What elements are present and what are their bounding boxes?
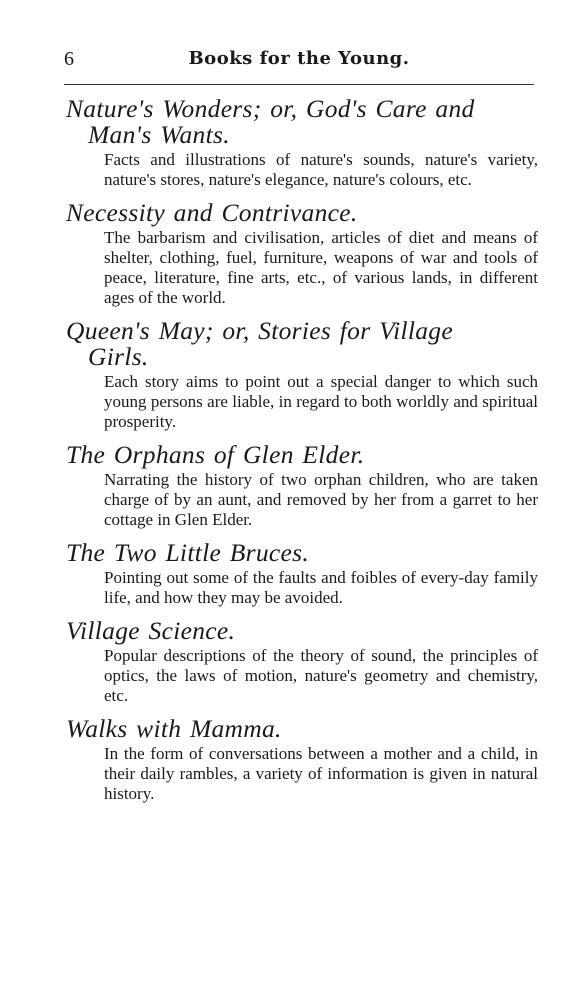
entry-description: Popular descriptions of the theory of sound, the principles of optics, the laws of motion, nature's geometry and chemistry, etc. xyxy=(104,646,538,705)
running-head xyxy=(64,48,534,78)
list-item xyxy=(62,318,540,432)
entry-title-text: The Two Little Bruces. xyxy=(66,538,310,567)
entry-description: Each story aims to point out a special danger to which such young persons are liable, in regard to both worldly and spiritual prosperity. xyxy=(104,372,538,431)
entry-title xyxy=(62,96,540,148)
book-list xyxy=(62,96,540,814)
entry-description: The barbarism and civilisation, articles of diet and means of shelter, clothing, fuel, furniture, weapons of war and tools of peace, literature, fine arts, etc., of various lands, in different ages of the world. xyxy=(104,228,538,307)
header-rule xyxy=(64,84,534,85)
entry-title-continuation: Man's Wants. xyxy=(88,120,230,149)
entry-description: Pointing out some of the faults and foibles of every-day family life, and how they may be avoided. xyxy=(104,568,538,607)
entry-title xyxy=(62,318,540,370)
entry-title xyxy=(62,618,540,644)
list-item xyxy=(62,442,540,530)
running-title: Books for the Young. xyxy=(188,48,410,69)
entry-title xyxy=(62,716,540,742)
entry-title xyxy=(62,442,540,468)
entry-title-continuation: Girls. xyxy=(88,342,149,371)
list-item xyxy=(62,96,540,190)
entry-title-text: Nature's Wonders; or, God's Care and xyxy=(66,94,475,123)
list-item xyxy=(62,716,540,804)
page-number: 6 xyxy=(64,48,74,70)
entry-title-text: Queen's May; or, Stories for Village xyxy=(66,316,453,345)
entry-title xyxy=(62,540,540,566)
entry-title xyxy=(62,200,540,226)
entry-title-text: Necessity and Contrivance. xyxy=(66,198,358,227)
entry-title-text: Walks with Mamma. xyxy=(66,714,282,743)
entry-title-text: The Orphans of Glen Elder. xyxy=(66,440,365,469)
entry-description: In the form of conversations between a mother and a child, in their daily rambles, a variety of information is given in natural history. xyxy=(104,744,538,803)
list-item xyxy=(62,540,540,608)
entry-description: Facts and illustrations of nature's sounds, nature's variety, nature's stores, nature's elegance, nature's colours, etc. xyxy=(104,150,538,189)
list-item xyxy=(62,200,540,308)
entry-description: Narrating the history of two orphan children, who are taken charge of by an aunt, and removed by her from a garret to her cottage in Glen Elder. xyxy=(104,470,538,529)
entry-title-text: Village Science. xyxy=(66,616,236,645)
list-item xyxy=(62,618,540,706)
